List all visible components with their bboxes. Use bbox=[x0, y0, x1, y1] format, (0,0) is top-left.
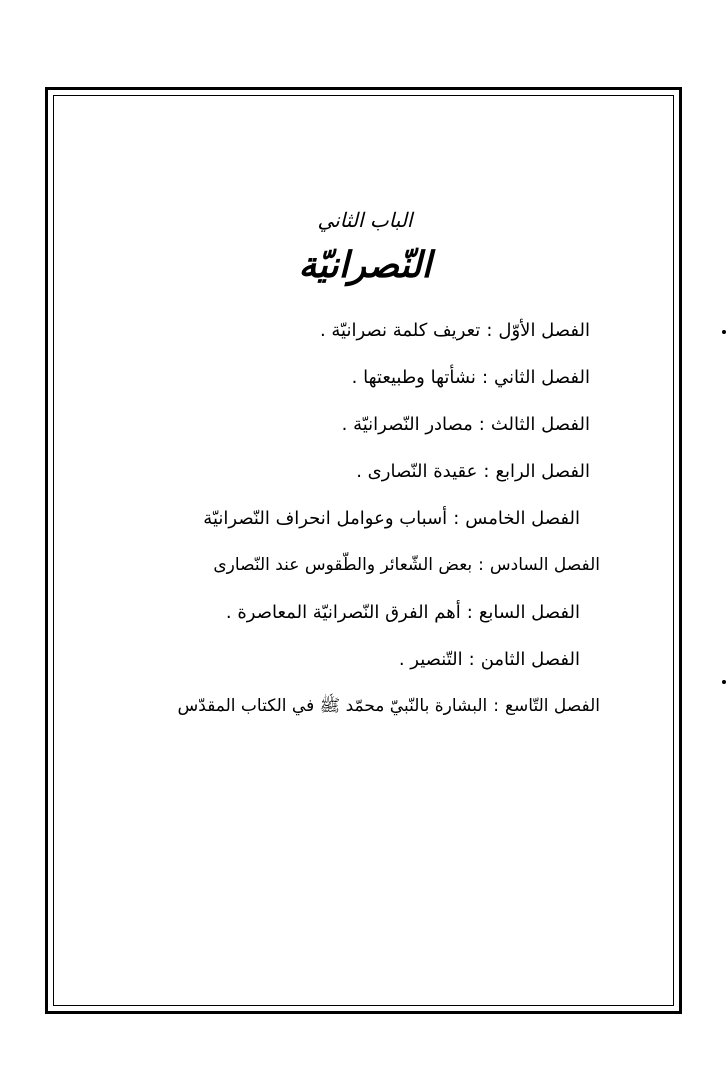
page-content bbox=[100, 205, 630, 730]
part-title: النّصرانيّة bbox=[298, 244, 432, 286]
chapter-separator: : bbox=[478, 555, 484, 575]
margin-dot bbox=[722, 330, 726, 334]
chapter-label: الفصل السادس bbox=[489, 555, 600, 575]
chapter-label: الفصل الثاني bbox=[494, 367, 590, 388]
chapter-separator: : bbox=[483, 461, 490, 482]
chapter-item-8 bbox=[100, 636, 630, 683]
chapter-list bbox=[100, 307, 630, 730]
chapter-item-5 bbox=[100, 495, 630, 542]
chapter-item-1 bbox=[100, 307, 630, 354]
chapter-item-2 bbox=[100, 354, 630, 401]
chapter-text: أسباب وعوامل انحراف النّصرانيّة bbox=[203, 508, 448, 529]
chapter-text: بعض الشّعائر والطّقوس عند النّصارى bbox=[213, 555, 473, 575]
chapter-label: الفصل التّاسع bbox=[504, 696, 600, 716]
chapter-separator: : bbox=[481, 367, 489, 388]
chapter-label: الفصل الثالث bbox=[490, 414, 590, 435]
chapter-item-9 bbox=[100, 683, 630, 730]
chapter-label: الفصل الأوّل bbox=[498, 320, 590, 341]
chapter-item-7 bbox=[100, 589, 630, 636]
chapter-separator: : bbox=[468, 649, 475, 670]
chapter-label: الفصل السابع bbox=[478, 602, 580, 623]
chapter-item-4 bbox=[100, 448, 630, 495]
chapter-label: الفصل الثامن bbox=[480, 649, 580, 670]
chapter-separator: : bbox=[466, 602, 473, 623]
chapter-text: البشارة بالنّبيّ محمّد ﷺ في الكتاب المقدّس bbox=[177, 696, 488, 716]
chapter-separator: : bbox=[453, 508, 460, 529]
chapter-separator: : bbox=[493, 696, 499, 716]
chapter-text: نشأتها وطبيعتها . bbox=[351, 367, 476, 388]
margin-dot bbox=[722, 680, 726, 684]
chapter-item-3 bbox=[100, 401, 630, 448]
chapter-text: عقيدة النّصارى . bbox=[356, 461, 478, 482]
chapter-label: الفصل الخامس bbox=[465, 508, 580, 529]
chapter-item-6 bbox=[100, 542, 630, 589]
chapter-separator: : bbox=[486, 320, 493, 341]
chapter-text: تعريف كلمة نصرانيّة . bbox=[319, 320, 481, 341]
chapter-text: أهم الفرق النّصرانيّة المعاصرة . bbox=[225, 602, 461, 623]
chapter-separator: : bbox=[478, 414, 485, 435]
chapter-label: الفصل الرابع bbox=[495, 461, 590, 482]
chapter-text: التّنصير . bbox=[398, 649, 463, 670]
chapter-text: مصادر النّصرانيّة . bbox=[341, 414, 473, 435]
part-label: الباب الثاني bbox=[317, 208, 413, 232]
